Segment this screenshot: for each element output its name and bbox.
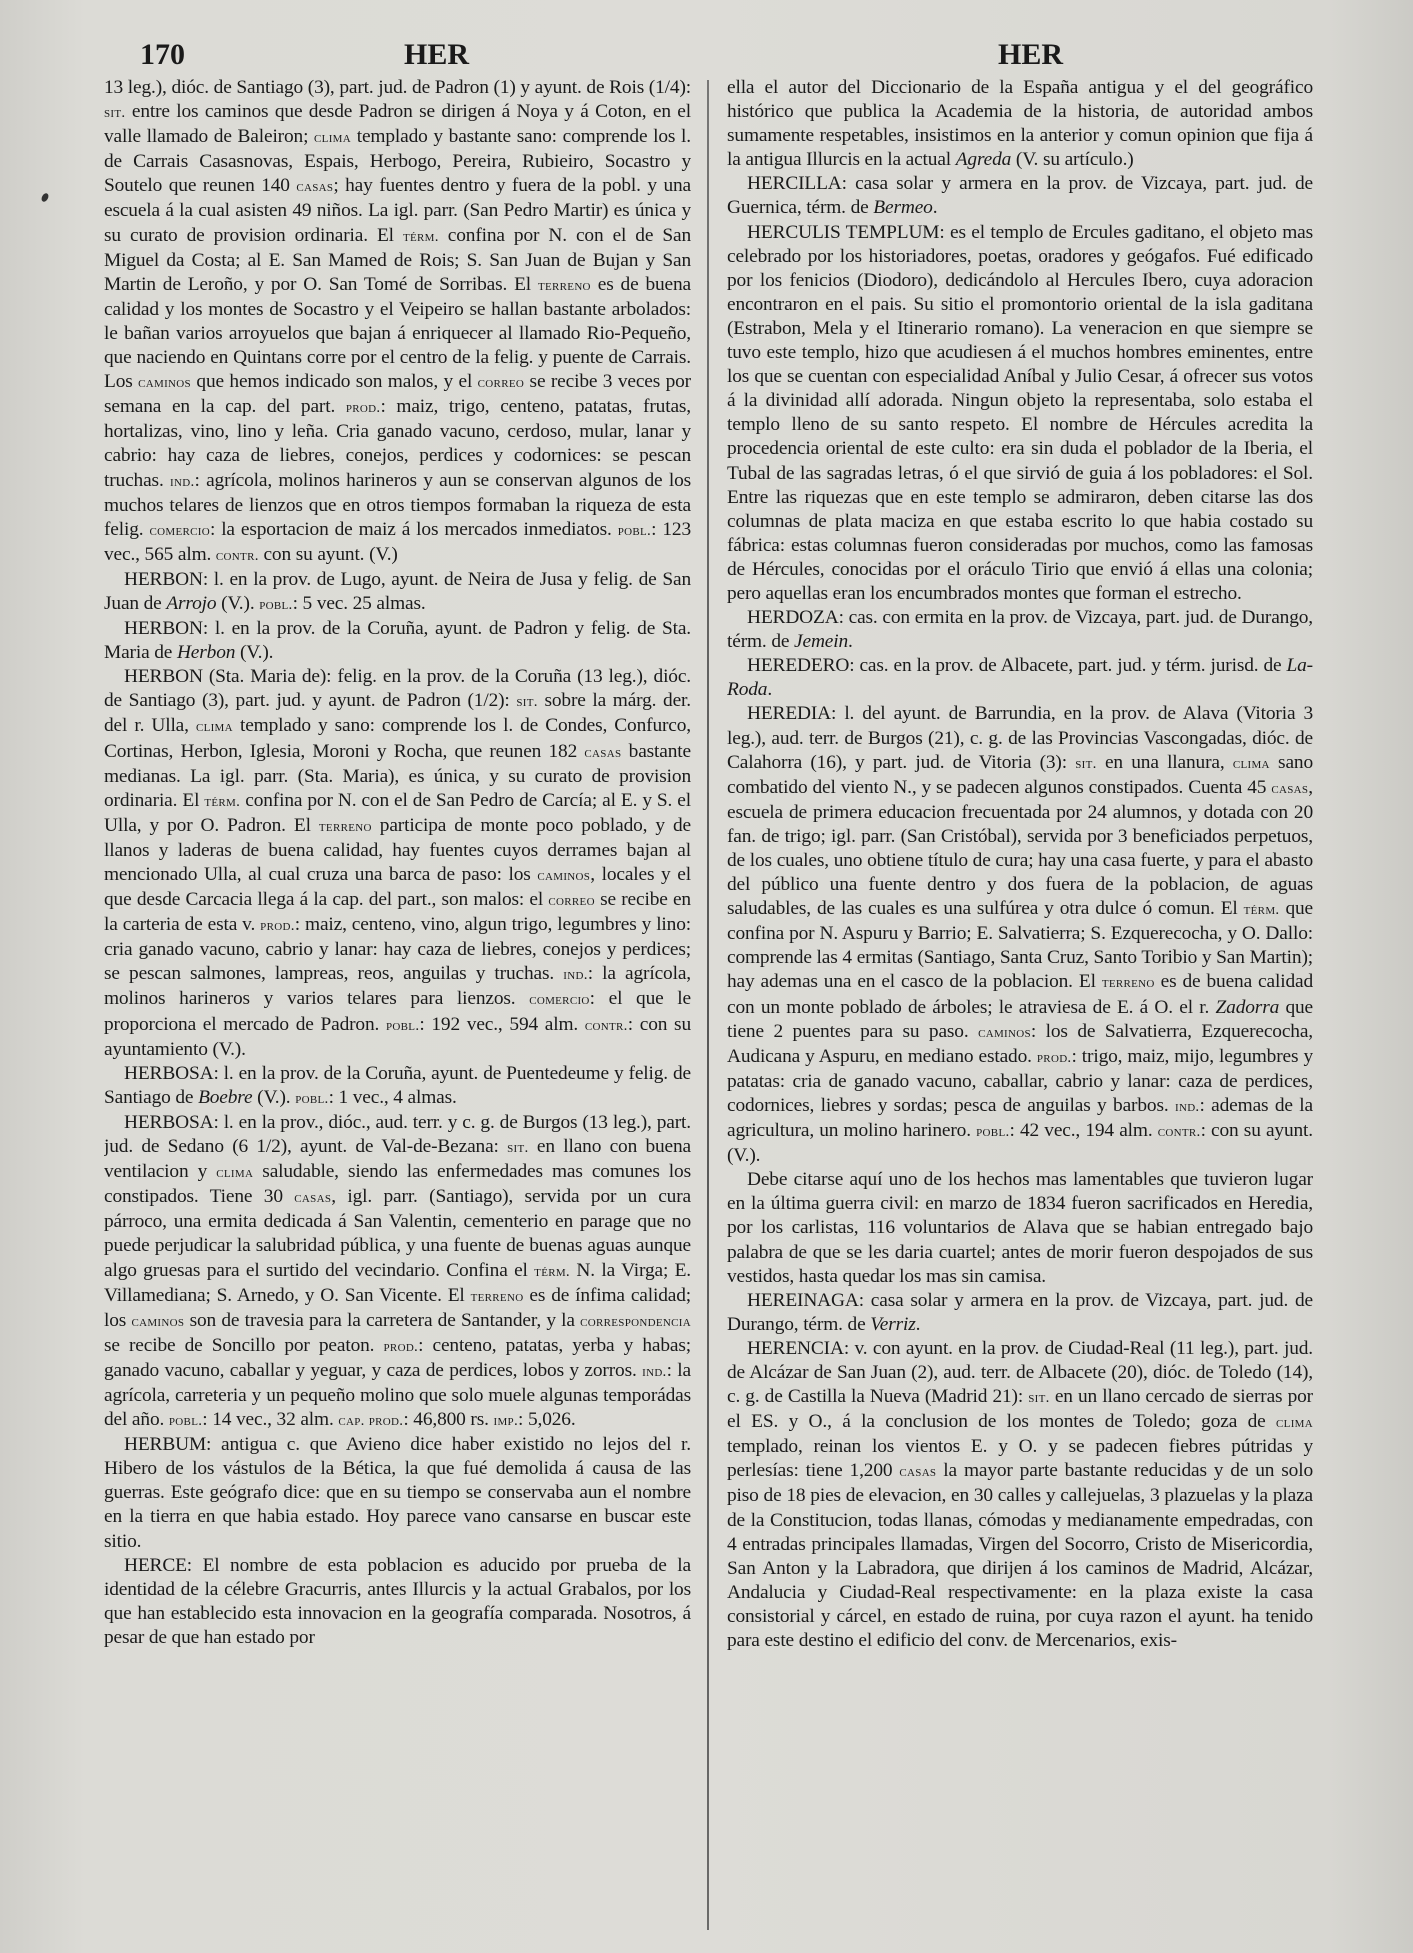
italic-reference: Verriz	[870, 1313, 916, 1335]
entry-text: HERDOZA: cas. con ermita en la prov. de Vizcaya, part. jud. de Durango, térm. de	[727, 607, 1313, 653]
entry-text: HERBOSA: l. en la prov., dióc., aud. terr. y c. g. de Burgos (13 leg.), part. jud. de Sedano (6 1/2), ayunt. de Val-de-Bezana:	[104, 1111, 691, 1158]
small-caps-term: correo	[548, 893, 595, 910]
dictionary-entry	[104, 1062, 691, 1111]
entry-text: : los de Salvatierra, Ezquerecocha, Audicana y Aspuru, en mediano estado.	[727, 1020, 1313, 1067]
entry-text: la mayor parte bastante reducidas y de un solo piso de 18 pies de elevacion, en 30 calles y callejuelas, 3 plazuelas y la plaza de la Constitucion, todas llanas, cómodas y medianamente empedradas, con 4 entradas principales llamadas, Virgen del Socorro, Cristo de Misericordia, San Anton y la Labradora, que dirijen á los caminos de Madrid, Alcázar, Andalucia y Ciudad-Real respectivamente: en la plaza existe la casa consistorial y cárcel, en estado de ruina, por cuya razon el ayunt. ha tenido para este destino el edificio del conv. de Mercenarios, exis-	[727, 1460, 1313, 1651]
small-caps-term: contr.	[215, 547, 259, 564]
entry-text: HERCE: El nombre de esta poblacion es aducido por prueba de la identidad de la célebre Gracurris, antes Illurcis y la actual Grabalos, por los que han establecido esta innovacion en la geografía comparada. Nosotros, á pesar de que han estado por	[104, 1554, 691, 1648]
small-caps-term: prod.	[345, 400, 381, 417]
small-caps-term: ind.	[170, 473, 195, 490]
small-caps-term: caminos	[138, 375, 191, 392]
small-caps-term: caminos	[131, 1313, 185, 1330]
entry-text: es de buena calidad y los montes de Socastro y el Veipeiro se hallan bastante arbolados: le bañan varios arroyuelos que bajan á enriquecer al llamado Rio-Pequeño, que naciendo en Quintans corre por el centro de la felig. y puente de Carrais. Los	[104, 273, 691, 393]
dictionary-entry	[727, 1168, 1313, 1288]
small-caps-term: casas	[294, 1190, 332, 1207]
small-caps-term: contr.	[1157, 1124, 1201, 1141]
small-caps-term: pobl.	[386, 1017, 420, 1034]
entry-text: se recibe en la carteria de esta v.	[104, 889, 691, 936]
small-caps-term: sit.	[1075, 755, 1097, 772]
dictionary-entry	[104, 1111, 691, 1433]
page-number: 170	[140, 38, 185, 71]
italic-reference: Zadorra	[1215, 996, 1280, 1018]
small-caps-term: casas	[899, 1464, 937, 1481]
entry-text: sobre la márg. der. del r. Ulla,	[104, 690, 691, 737]
small-caps-term: pobl.	[295, 1090, 329, 1107]
entry-text: .	[915, 1313, 921, 1335]
entry-text: , locales y el que desde Carcacia llega á la cap. del part., son malos: el	[104, 864, 691, 911]
small-caps-term: clima	[1232, 755, 1270, 772]
small-caps-term: terreno	[318, 818, 372, 835]
small-caps-term: correo	[477, 375, 525, 392]
small-caps-term: sit.	[1028, 1390, 1050, 1407]
entry-text: HERBON (Sta. Maria de): felig. en la prov. de la Coruña (13 leg.), dióc. de Santiago (3), part. jud. y ayunt. de Padron (1/2):	[104, 666, 691, 712]
small-caps-term: terreno	[537, 277, 591, 294]
entry-text: : el que le proporciona el mercado de Padron.	[104, 988, 691, 1035]
small-caps-term: imp.	[493, 1413, 519, 1430]
entry-text: es de ínfima calidad; los	[104, 1284, 691, 1331]
dictionary-entry	[727, 221, 1313, 607]
entry-text: sano combatido del viento N., y se padecen algunos constipados. Cuenta 45	[727, 751, 1313, 798]
small-caps-term: térm.	[1243, 902, 1280, 919]
small-caps-term: caminos	[537, 868, 591, 884]
entry-text: que tiene 2 puentes para su paso.	[727, 996, 1313, 1042]
page-header	[0, 38, 1413, 80]
entry-text: en llano con buena ventilacion y	[104, 1136, 691, 1183]
entry-text: : 14 vec., 32 alm.	[202, 1409, 339, 1431]
dictionary-entry	[727, 606, 1313, 654]
italic-reference: Arrojo	[166, 592, 217, 614]
entry-text: HERBUM: antigua c. que Avieno dice haber existido no lejos del r. Hibero de los vástulos de la Bética, la que fué demolida á causa de las guerras. Este geógrafo dice: que en su tiempo se conservaba aun el nombre en la tierra en que habia estado. Hoy parece vano cansarse en buscar este sitio.	[104, 1434, 691, 1552]
small-caps-term: térm.	[204, 793, 241, 810]
dictionary-entry	[104, 76, 691, 568]
small-caps-term: pobl.	[976, 1124, 1010, 1141]
right-running-head: HER	[998, 38, 1064, 71]
entry-text: : 1 vec., 4 almas.	[328, 1086, 457, 1108]
entry-text: , igl. parr. (Santiago), servida por un cura párroco, una ermita dedicada á San Valentin, cementerio en parage que no puede perjudicar la salubridad pública, y una fuente de buenas aguas aunque algo gruesas para el surtido del vecindario. Confina el	[104, 1186, 691, 1281]
dictionary-entry	[104, 665, 691, 1062]
entry-text: : 5 vec. 25 almas.	[292, 592, 426, 614]
small-caps-term: terreno	[470, 1288, 524, 1305]
entry-text: participa de monte poco poblado, y de llanos y laderas de buena calidad, hay fuentes cuyos derrames bajan al mencionado Ulla, al cual cruza una barca de paso: los	[104, 814, 691, 885]
dictionary-entry	[727, 702, 1313, 1168]
entry-text: (V.).	[252, 1086, 296, 1108]
left-text-column	[104, 76, 691, 1936]
entry-text: entre los caminos que desde Padron se dirigen á Noya y á Coton, en el valle llamado de Baleiron;	[104, 101, 691, 148]
entry-text: HERCILLA: casa solar y armera en la prov. de Vizcaya, part. jud. de Guernica, térm. de	[727, 173, 1313, 219]
entry-text: HEREDERO: cas. en la prov. de Albacete, part. jud. y térm. jurisd. de	[747, 655, 1287, 677]
entry-text: (V.).	[216, 592, 260, 614]
entry-text: : centeno, patatas, yerba y habas; ganado vacuno, caballar y yeguar, y caza de perdices, lobos y zorros.	[104, 1334, 691, 1381]
small-caps-term: casas	[1271, 780, 1309, 797]
small-caps-term: contr.	[584, 1017, 628, 1034]
dictionary-entry	[104, 617, 691, 665]
small-caps-term: cap. prod.	[338, 1413, 404, 1430]
entry-text: que confina por N. Aspuru y Barrio; E. Salvatierra; S. Ezquerecocha, y O. Dallo: comprende las 4 ermitas (Santiago, Santa Cruz, Santo Toribio y San Martin); hay ademas una en el casco de la poblacion. El	[727, 898, 1313, 993]
entry-text: en un llano cercado de sierras por el ES. y O., á la conclusion de los montes de Toledo; goza de	[727, 1386, 1313, 1433]
entry-text: templado y sano: comprende los l. de Condes, Confurco, Cortinas, Herbon, Iglesia, Moroni y Rocha, que reunen 182	[104, 715, 691, 762]
entry-text: : trigo, maiz, mijo, legumbres y patatas: cria de ganado vacuno, caballar, cabrio y lanar: caza de perdices, codornices, liebres y sordas; pesca de anguilas y barbos.	[727, 1045, 1313, 1116]
entry-text: : 46,800 rs.	[403, 1409, 494, 1431]
entry-text: se recibe 3 veces por semana en la cap. del part.	[104, 371, 691, 418]
entry-text: bastante medianas. La igl. parr. (Sta. Maria), es única, y su curato de provision ordinaria. El	[104, 740, 691, 811]
dictionary-entry	[727, 172, 1313, 220]
entry-text: HERBON: l. en la prov. de Lugo, ayunt. de Neira de Jusa y felig. de San Juan de	[104, 568, 691, 614]
entry-text: HERENCIA: v. con ayunt. en la prov. de Ciudad-Real (11 leg.), part. jud. de Alcázar de San Juan (2), aud. terr. de Albacete (20), dióc. de Toledo (14), c. g. de Castilla la Nueva (Madrid 21):	[727, 1337, 1313, 1408]
entry-text: N. la Virga; E. Villamediana; S. Arnedo, y O. San Vicente. El	[104, 1259, 691, 1306]
entry-text: 13 leg.), dióc. de Santiago (3), part. jud. de Padron (1) y ayunt. de Rois (1/4):	[104, 77, 691, 98]
dictionary-entry	[727, 76, 1313, 172]
entry-text: (V.).	[235, 642, 274, 664]
small-caps-term: ind.	[642, 1363, 667, 1380]
small-caps-term: prod.	[260, 918, 295, 935]
small-caps-term: sit.	[507, 1140, 529, 1157]
entry-text: (V. su artículo.)	[1011, 149, 1134, 171]
italic-reference: Herbon	[176, 642, 236, 664]
small-caps-term: pobl.	[259, 596, 293, 613]
small-caps-term: prod.	[383, 1338, 419, 1355]
small-caps-term: térm.	[534, 1263, 570, 1280]
entry-text: HEREDIA: l. del ayunt. de Barrundia, en la prov. de Alava (Vitoria 3 leg.), aud. terr. de Burgos (21), c. g. de las Provincias Vascongadas, dióc. de Calahorra (16), y part. jud. de Vitoria (3):	[727, 703, 1313, 773]
small-caps-term: caminos	[978, 1024, 1031, 1041]
entry-text: .	[932, 197, 938, 219]
small-caps-term: terreno	[1101, 975, 1155, 992]
entry-text: : maiz, centeno, vino, algun trigo, legumbres y lino: cria ganado vacuno, cabrio y lanar: hay caza de liebres, conejos y perdices; se pescan salmones, lampreas, reos, anguilas y truchas.	[104, 914, 691, 985]
dictionary-entry	[727, 654, 1313, 702]
small-caps-term: casas	[296, 179, 334, 196]
entry-text: HERBOSA: l. en la prov. de la Coruña, ayunt. de Puentedeume y felig. de Santiago de	[104, 1062, 691, 1108]
entry-text: HERCULIS TEMPLUM: es el templo de Ercules gaditano, el objeto mas celebrado por los historiadores, poetas, oradores y geógafos. Fué edificado por los fenicios (Diodoro), dedicándolo al Hercules Ibero, cuya adoracion encontraron en el pais. Su sitio el promontorio oriental de la isla gaditana (Estrabon, Mela y el Itinerario romano). La veneracion en que siempre se tuvo este templo, hizo que acudiesen á el muchos hombres eminentes, entre los que se cuentan con especialidad Aníbal y Julio Cesar, á ofrecer sus votos á la divinidad allí adorada. Ningun objeto la representaba, solo estaba el templo lleno de su santo respeto. El nombre de Hércules acredita la procedencia oriental de este culto: era sin duda el poblador de la Iberia, el Tubal de las sagradas letras, ó el que sirvió de guia á los pobladores: el Sol. Entre las riquezas que en este templo se admiraron, deben citarse las dos columnas de plata maciza en que estaba escrito lo que habia costado su fábrica: estas columnas fueron consideradas por muchos, como las famosas de Hércules, conocidas por el oráculo Tirio que envió á ellas una colonia; pero aquellas eran los encumbrados montes que forman el estrecho.	[727, 221, 1313, 604]
dictionary-entry	[104, 1433, 691, 1553]
dictionary-entry	[727, 1337, 1313, 1653]
entry-text: Debe citarse aquí uno de los hechos mas lamentables que tuvieron lugar en la última guerra civil: en marzo de 1834 fueron sacrificados en Heredia, por los carlistas, 116 voluntarios de Alava que se habian entregado bajo palabra de que se les daria cuartel; antes de morir fueron despojados de sus vestidos, hasta quedar los mas sin camisa.	[727, 1169, 1313, 1287]
left-running-head: HER	[404, 38, 470, 71]
italic-reference: La-Roda	[727, 655, 1313, 701]
column-divider	[707, 80, 709, 1930]
small-caps-term: clima	[314, 130, 351, 147]
entry-text: templado, reinan los vientos E. y O. y se padecen fiebres pútridas y perlesías: tiene 1,200	[727, 1436, 1313, 1482]
entry-text: que hemos indicado son malos, y el	[190, 371, 478, 393]
entry-text: son de travesia para la carretera de Santander, y la	[184, 1309, 581, 1331]
dictionary-entry	[104, 1554, 691, 1650]
small-caps-term: ind.	[563, 967, 588, 984]
small-caps-term: sit.	[104, 105, 126, 122]
small-caps-term: pobl.	[168, 1413, 203, 1430]
italic-reference: Jemein	[794, 631, 849, 653]
entry-text: : 123 vec., 565 alm.	[104, 518, 691, 565]
small-caps-term: clima	[1276, 1415, 1313, 1432]
entry-text: : 5,026.	[518, 1409, 576, 1431]
small-caps-term: comercio	[149, 522, 210, 539]
entry-text: es de buena calidad con un monte poblado de árboles; le atraviesa de E. á O. el r.	[727, 971, 1313, 1018]
entry-text: confina por N. con el de San Miguel da Costa; al E. San Mamed de Rois; S. San Juan de Bujan y San Martin de Leroño, y por O. San Tomé de Sorribas. El	[104, 224, 691, 295]
entry-text: .	[848, 631, 853, 653]
small-caps-term: pobl.	[617, 522, 652, 539]
entry-text: : 192 vec., 594 alm.	[419, 1013, 585, 1035]
entry-text: : ademas de la agricultura, un molino harinero.	[727, 1094, 1313, 1142]
entry-text: HERBON: l. en la prov. de la Coruña, ayunt. de Padron y felig. de Sta. Maria de	[104, 618, 691, 664]
entry-text: : con su ayunt. (V.).	[727, 1120, 1313, 1167]
small-caps-term: sit.	[516, 694, 538, 711]
dictionary-entry	[727, 1289, 1313, 1337]
small-caps-term: clima	[195, 719, 233, 736]
ink-spot	[40, 192, 50, 203]
entry-text: .	[767, 679, 773, 701]
italic-reference: Agreda	[955, 149, 1012, 171]
entry-text: con su ayunt. (V.)	[258, 543, 398, 565]
entry-text: , escuela de primera educacion frecuentada por 24 alumnos, y dotada con 20 fan. de trigo; igl. parr. (San Cristóbal), servida por 3 beneficiados perpetuos, de los cuales, uno obtiene título de cura; hay una casa fuerte, y para el abasto del público una fuente dentro y dos fuera de la poblacion, de aguas saludables, de las cuales es una sulfúrea y otra dulce ó comun. El	[727, 776, 1313, 920]
entry-text: saludable, siendo las enfermedades mas comunes los constipados. Tiene 30	[104, 1161, 691, 1208]
small-caps-term: prod.	[1036, 1049, 1072, 1066]
entry-text: se recibe de Soncillo por peaton.	[104, 1334, 384, 1356]
italic-reference: Boebre	[198, 1086, 253, 1108]
right-text-column	[727, 76, 1313, 1936]
entry-text: ella el autor del Diccionario de la España antigua y el del geográfico histórico que publica la Academia de la historia, de autoridad ambos sumamente respetables, insistimos en la anterior y comun opinion que fija á la antigua Illurcis en la actual	[727, 77, 1313, 171]
entry-text: : maiz, trigo, centeno, patatas, frutas, hortalizas, vino, lino y leña. Cria ganado vacuno, cerdoso, mular, lanar y cabrio: hay caza de liebres, conejos, perdices y codornices: se pescan truchas.	[104, 396, 691, 491]
entry-text: : 42 vec., 194 alm.	[1009, 1120, 1158, 1142]
entry-text: : con su ayuntamiento (V.).	[104, 1013, 691, 1060]
small-caps-term: térm.	[402, 228, 439, 245]
entry-text: : la agrícola, carreteria y un pequeño molino que solo muele algunas temporádas del año.	[104, 1359, 691, 1431]
entry-text: ; hay fuentes dentro y fuera de la pobl. y una escuela á la cual asisten 49 niños. La igl. parr. (San Pedro Martir) es única y su curato de provision ordinaria. El	[104, 175, 691, 246]
small-caps-term: comercio	[529, 992, 590, 1009]
dictionary-entry	[104, 568, 691, 617]
entry-text: HEREINAGA: casa solar y armera en la prov. de Vizcaya, part. jud. de Durango, térm. de	[727, 1289, 1313, 1335]
small-caps-term: casas	[584, 744, 622, 761]
entry-text: : la esportacion de maiz á los mercados inmediatos.	[209, 518, 618, 540]
small-caps-term: ind.	[1174, 1098, 1200, 1115]
small-caps-term: correspondencia	[580, 1313, 691, 1330]
entry-text: templado y bastante sano: comprende los l. de Carrais Casasnovas, Espais, Herbogo, Pereira, Rubieiro, Socastro y Soutelo que reunen 140	[104, 126, 691, 197]
entry-text: en una llanura,	[1096, 751, 1233, 773]
italic-reference: Bermeo	[873, 197, 933, 219]
entry-text: : agrícola, molinos harineros y aun se conservan algunos de los muchos telares de lienzos que en otros tiempos formaban la riqueza de esta felig.	[104, 469, 691, 540]
small-caps-term: clima	[216, 1165, 254, 1182]
entry-text: confina por N. con el de San Pedro de Carcía; al E. y S. el Ulla, y por O. Padron. El	[104, 789, 691, 836]
entry-text: : la agrícola, molinos harineros y varios telares para lienzos.	[104, 963, 691, 1010]
